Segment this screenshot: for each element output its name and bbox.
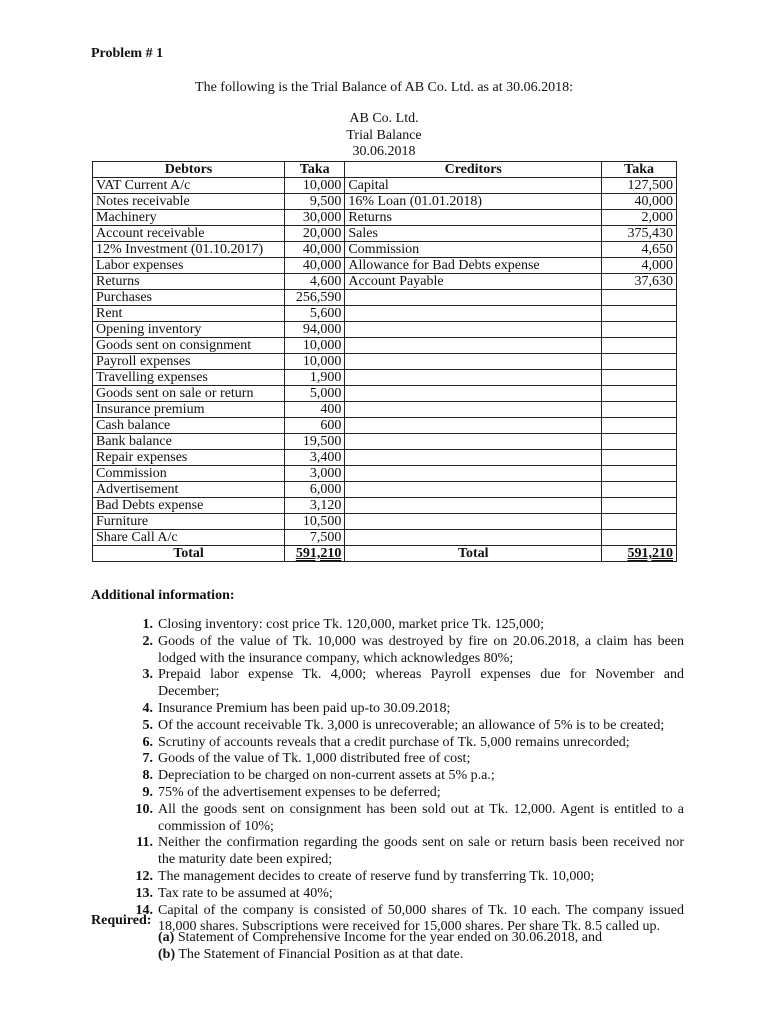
debit-account: Notes receivable [93,194,285,210]
credit-account: Account Payable [345,274,602,290]
header-taka-credit: Taka [602,162,677,178]
debit-account: Cash balance [93,418,285,434]
table-row [93,450,677,466]
list-item [118,785,684,802]
required-item [158,929,602,946]
debit-amount: 40,000 [285,258,345,274]
credit-account [345,434,602,450]
debit-amount: 5,600 [285,306,345,322]
credit-amount [602,338,677,354]
debit-amount: 3,000 [285,466,345,482]
trial-balance-heading [0,111,768,161]
item-text: Of the account receivable Tk. 3,000 is unrecoverable; an allowance of 5% is to be created; [158,717,665,733]
debit-account: Purchases [93,290,285,306]
debit-amount: 4,600 [285,274,345,290]
item-text: Tax rate to be assumed at 40%; [158,885,333,901]
table-row [93,194,677,210]
credit-account [345,450,602,466]
item-number: 3. [142,667,153,683]
item-number: 2. [142,633,153,649]
credit-account [345,306,602,322]
debit-account: Furniture [93,514,285,530]
debit-amount: 19,500 [285,434,345,450]
item-text: Insurance Premium has been paid up-to 30.09.2018; [158,700,451,716]
debit-amount: 600 [285,418,345,434]
total-debit: 591,210 [285,546,345,562]
table-row [93,498,677,514]
table-row [93,402,677,418]
table-row [93,178,677,194]
table-row [93,258,677,274]
credit-amount [602,434,677,450]
table-row [93,514,677,530]
total-row [93,546,677,562]
item-number: 4. [142,700,153,716]
credit-account [345,466,602,482]
table-row [93,210,677,226]
table-row [93,290,677,306]
debit-amount: 10,000 [285,178,345,194]
item-text: All the goods sent on consignment has been sold out at Tk. 12,000. Agent is entitled to a commission of 10%; [158,801,684,834]
list-item [118,735,684,752]
total-label-debit: Total [93,546,285,562]
header-debtors: Debtors [93,162,285,178]
credit-account [345,530,602,546]
item-number: 5. [142,717,153,733]
item-number: 10. [135,801,153,817]
additional-info-list [118,617,684,936]
credit-account: Capital [345,178,602,194]
credit-account: Allowance for Bad Debts expense [345,258,602,274]
credit-amount [602,386,677,402]
debit-amount: 7,500 [285,530,345,546]
list-item [118,751,684,768]
debit-account: Travelling expenses [93,370,285,386]
required-heading: Required: [91,913,152,928]
debit-account: Share Call A/c [93,530,285,546]
list-item [118,667,684,701]
credit-account: Sales [345,226,602,242]
item-number: 11. [136,835,153,851]
credit-amount [602,482,677,498]
debit-amount: 40,000 [285,242,345,258]
table-row [93,386,677,402]
item-text: 75% of the advertisement expenses to be deferred; [158,784,441,800]
list-item [118,802,684,836]
debit-amount: 10,500 [285,514,345,530]
credit-account [345,370,602,386]
debit-account: Payroll expenses [93,354,285,370]
credit-account [345,418,602,434]
credit-amount [602,322,677,338]
debit-account: Goods sent on sale or return [93,386,285,402]
debit-amount: 400 [285,402,345,418]
credit-account [345,354,602,370]
list-item [118,617,684,634]
item-text: Depreciation to be charged on non-current assets at 5% p.a.; [158,768,495,784]
table-row [93,530,677,546]
table-row [93,418,677,434]
intro-text: The following is the Trial Balance of AB Co. Ltd. as at 30.06.2018: [195,80,573,95]
credit-amount [602,402,677,418]
required-item [158,946,602,963]
credit-account [345,386,602,402]
table-row [93,338,677,354]
additional-info-heading: Additional information: [91,588,235,603]
debit-amount: 5,000 [285,386,345,402]
credit-amount: 4,000 [602,258,677,274]
total-label-credit: Total [345,546,602,562]
item-number: 12. [135,868,153,884]
table-row [93,434,677,450]
item-text: Capital of the company is consisted of 50,000 shares of Tk. 10 each. The company issued 18,000 shares. Subscriptions were received for 15,000 shares. Per share Tk. 8.5 called up. [158,902,684,935]
debit-account: Insurance premium [93,402,285,418]
debit-account: Bad Debts expense [93,498,285,514]
credit-account [345,338,602,354]
credit-account [345,402,602,418]
credit-account [345,482,602,498]
debit-amount: 3,400 [285,450,345,466]
debit-account: Opening inventory [93,322,285,338]
credit-account: Commission [345,242,602,258]
debit-amount: 10,000 [285,354,345,370]
problem-title: Problem # 1 [91,46,164,61]
credit-amount: 40,000 [602,194,677,210]
list-item [118,869,684,886]
debit-amount: 1,900 [285,370,345,386]
credit-amount [602,370,677,386]
trial-balance-table [92,161,677,562]
debit-account: VAT Current A/c [93,178,285,194]
statement-date: 30.06.2018 [352,144,416,159]
debit-account: Commission [93,466,285,482]
statement-name: Trial Balance [346,127,422,143]
debit-account: Advertisement [93,482,285,498]
credit-amount: 127,500 [602,178,677,194]
list-item [118,718,684,735]
required-list [158,929,602,963]
table-row [93,242,677,258]
item-text: Goods of the value of Tk. 1,000 distributed free of cost; [158,751,471,767]
debit-amount: 20,000 [285,226,345,242]
credit-account [345,290,602,306]
company-name: AB Co. Ltd. [349,111,419,126]
item-number: 1. [142,617,153,632]
credit-amount [602,450,677,466]
credit-account: Returns [345,210,602,226]
debit-amount: 256,590 [285,290,345,306]
debit-account: Goods sent on consignment [93,338,285,354]
debit-amount: 10,000 [285,338,345,354]
required-item-text: The Statement of Financial Position as at that date. [178,947,464,962]
debit-account: Machinery [93,210,285,226]
credit-account: 16% Loan (01.01.2018) [345,194,602,210]
credit-amount: 37,630 [602,274,677,290]
table-row [93,466,677,482]
item-text: Neither the confirmation regarding the goods sent on sale or return basis been received nor the maturity date been expired; [158,835,684,868]
debit-amount: 30,000 [285,210,345,226]
credit-amount [602,306,677,322]
list-item [118,768,684,785]
credit-amount [602,466,677,482]
table-row [93,322,677,338]
debit-account: 12% Investment (01.10.2017) [93,242,285,258]
table-row [93,370,677,386]
item-number: 13. [135,885,153,901]
credit-amount [602,514,677,530]
table-row [93,482,677,498]
debit-amount: 6,000 [285,482,345,498]
required-item-label: (b) [158,947,176,962]
debit-amount: 9,500 [285,194,345,210]
credit-account [345,322,602,338]
item-number: 8. [142,768,153,784]
credit-amount: 2,000 [602,210,677,226]
table-row [93,354,677,370]
item-text: Closing inventory: cost price Tk. 120,000, market price Tk. 125,000; [158,617,544,632]
credit-account [345,498,602,514]
table-header-row [93,162,677,178]
debit-account: Rent [93,306,285,322]
credit-amount [602,290,677,306]
credit-amount [602,354,677,370]
required-item-label: (a) [158,930,175,945]
item-text: Scrutiny of accounts reveals that a credit purchase of Tk. 5,000 remains unrecorded; [158,734,630,750]
header-taka-debit: Taka [285,162,345,178]
item-number: 7. [142,751,153,767]
list-item [118,886,684,903]
table-row [93,306,677,322]
credit-amount [602,530,677,546]
debit-account: Returns [93,274,285,290]
item-number: 6. [142,734,153,750]
debit-account: Repair expenses [93,450,285,466]
item-text: Goods of the value of Tk. 10,000 was destroyed by fire on 20.06.2018, a claim has been lodged with the insurance company, which acknowledges 80%; [158,633,684,666]
required-item-text: Statement of Comprehensive Income for the year ended on 30.06.2018, and [177,930,602,945]
total-credit: 591,210 [602,546,677,562]
credit-amount [602,418,677,434]
list-item [118,701,684,718]
debit-account: Bank balance [93,434,285,450]
debit-account: Labor expenses [93,258,285,274]
list-item [118,634,684,668]
debit-amount: 3,120 [285,498,345,514]
credit-amount: 375,430 [602,226,677,242]
list-item [118,835,684,869]
table-row [93,274,677,290]
header-creditors: Creditors [345,162,602,178]
item-text: The management decides to create of reserve fund by transferring Tk. 10,000; [158,868,595,884]
debit-account: Account receivable [93,226,285,242]
credit-account [345,514,602,530]
credit-amount: 4,650 [602,242,677,258]
table-row [93,226,677,242]
item-text: Prepaid labor expense Tk. 4,000; whereas Payroll expenses due for November and December; [158,667,684,700]
credit-amount [602,498,677,514]
debit-amount: 94,000 [285,322,345,338]
item-number: 14. [135,902,153,918]
item-number: 9. [142,784,153,800]
